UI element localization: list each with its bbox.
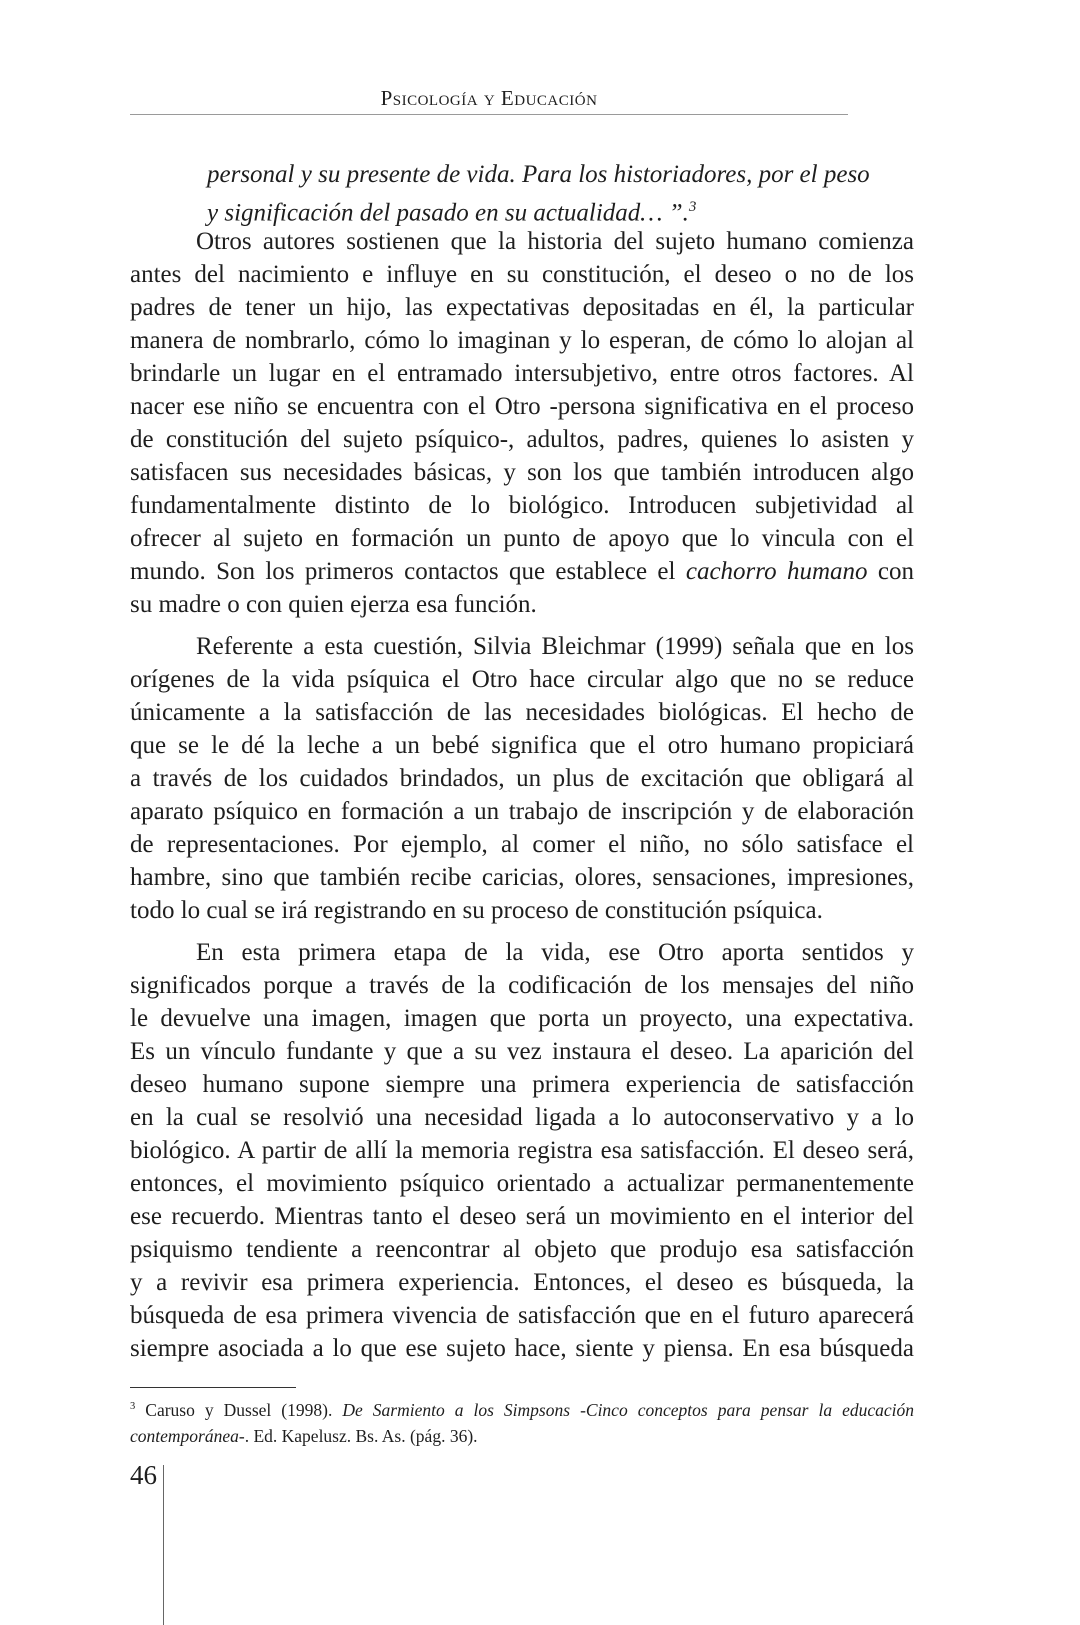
page-number: 46	[130, 1460, 157, 1490]
footnote	[130, 1394, 914, 1449]
text-run: entonces, el movimiento psíquico orientado a actualizar permanentemente	[130, 1170, 914, 1197]
text-line	[130, 663, 914, 696]
text-run: manera de nombrarlo, cómo lo imaginan y lo esperan, de cómo lo alojan al	[130, 327, 914, 354]
text-line	[130, 1266, 914, 1299]
text-run: En esta primera etapa de la vida, ese Otro aporta sentidos y	[196, 939, 914, 966]
text-run: aparato psíquico en formación a un trabajo de inscripción y de elaboración	[130, 798, 914, 825]
text-line	[130, 861, 914, 894]
italic-text: De Sarmiento a los Simpsons -Cinco conceptos para pensar la educación	[342, 1399, 914, 1420]
text-line	[130, 489, 914, 522]
text-run: y significación del pasado en su actualidad… ”.	[207, 199, 689, 227]
quote-line	[207, 191, 847, 227]
paragraph	[130, 936, 914, 1365]
text-line	[130, 291, 914, 324]
text-run: biológico. A partir de allí la memoria registra esa satisfacción. El deseo será,	[130, 1137, 914, 1164]
text-run: con	[867, 558, 914, 585]
text-line	[130, 762, 914, 795]
text-line	[130, 1332, 914, 1365]
italic-text: contemporánea-	[130, 1425, 245, 1446]
text-run: Referente a esta cuestión, Silvia Bleichmar (1999) señala que en los	[196, 633, 914, 660]
text-run: ofrecer al sujeto en formación un punto de apoyo que lo vincula con el	[130, 525, 914, 552]
text-line	[130, 390, 914, 423]
text-run: Caruso y Dussel (1998).	[135, 1399, 343, 1420]
footnote-marker: 3	[130, 1401, 136, 1412]
text-line	[130, 1200, 914, 1233]
text-line	[130, 357, 914, 390]
text-line	[130, 1035, 914, 1068]
text-run: búsqueda de esa primera vivencia de satisfacción que en el futuro aparecerá	[130, 1302, 914, 1329]
paragraph	[130, 225, 914, 621]
block-quote	[207, 158, 870, 227]
text-line	[130, 696, 914, 729]
text-line	[130, 936, 914, 969]
running-header: Psicología y Educación	[380, 86, 598, 110]
text-line	[130, 795, 914, 828]
text-line	[130, 729, 914, 762]
text-line	[130, 1299, 914, 1332]
quote-line	[207, 158, 870, 191]
text-run: Es un vínculo fundante y que a su vez instaura el deseo. La aparición del	[130, 1038, 914, 1065]
text-run: le devuelve una imagen, imagen que porta un proyecto, una expectativa.	[130, 1005, 914, 1032]
text-line	[130, 1101, 914, 1134]
header-rule	[130, 114, 848, 115]
text-line	[130, 324, 914, 357]
text-run: y a revivir esa primera experiencia. Entonces, el deseo es búsqueda, la	[130, 1269, 914, 1296]
text-run: mundo. Son los primeros contactos que establece el	[130, 558, 686, 585]
text-run: que se le dé la leche a un bebé significa que el otro humano propiciará	[130, 732, 914, 759]
text-run: personal y su presente de vida. Para los historiadores, por el peso	[207, 161, 870, 188]
text-run: fundamentalmente distinto de lo biológico. Introducen subjetividad al	[130, 492, 914, 519]
text-run: siempre asociada a lo que ese sujeto hace, siente y piensa. En esa búsqueda	[130, 1335, 914, 1362]
text-line	[130, 522, 914, 555]
footnote-marker: 3	[688, 199, 697, 215]
text-line	[130, 258, 914, 291]
text-line	[130, 555, 914, 588]
footnote-line	[130, 1423, 914, 1449]
text-line	[130, 456, 914, 489]
text-run: padres de tener un hijo, las expectativas depositadas en él, la particular	[130, 294, 914, 321]
text-run: de constitución del sujeto psíquico-, adultos, padres, quienes lo asisten y	[130, 426, 914, 453]
text-line	[130, 828, 914, 861]
text-line	[130, 1233, 914, 1266]
text-run: únicamente a la satisfacción de las necesidades biológicas. El hecho de	[130, 699, 914, 726]
text-run: su madre o con quien ejerza esa función.	[130, 591, 537, 618]
footnote-line	[130, 1394, 914, 1423]
text-line	[130, 969, 914, 1002]
body-text	[130, 225, 914, 1374]
text-run: orígenes de la vida psíquica el Otro hace circular algo que no se reduce	[130, 666, 914, 693]
text-run: hambre, sino que también recibe caricias, olores, sensaciones, impresiones,	[130, 864, 914, 891]
text-line	[130, 225, 914, 258]
text-run: significados porque a través de la codificación de los mensajes del niño	[130, 972, 914, 999]
text-run: psiquismo tendiente a reencontrar al objeto que produjo esa satisfacción	[130, 1236, 914, 1263]
text-line	[130, 630, 914, 663]
paragraph	[130, 630, 914, 927]
text-run: deseo humano supone siempre una primera experiencia de satisfacción	[130, 1071, 914, 1098]
text-run: satisfacen sus necesidades básicas, y son los que también introducen algo	[130, 459, 914, 486]
text-run: . Ed. Kapelusz. Bs. As. (pág. 36).	[244, 1425, 478, 1446]
text-run: todo lo cual se irá registrando en su proceso de constitución psíquica.	[130, 897, 823, 924]
text-run: Otros autores sostienen que la historia del sujeto humano comienza	[196, 228, 914, 255]
text-line	[130, 894, 914, 927]
text-line	[130, 1134, 914, 1167]
italic-text: cachorro humano	[685, 558, 868, 585]
page-margin-rule	[163, 1465, 164, 1625]
text-run: de representaciones. Por ejemplo, al comer el niño, no sólo satisface el	[130, 831, 914, 858]
text-line	[130, 423, 914, 456]
footnote-rule	[130, 1387, 296, 1388]
text-line	[130, 1068, 914, 1101]
text-run: nacer ese niño se encuentra con el Otro -persona significativa en el proceso	[130, 393, 914, 420]
text-line	[130, 588, 914, 621]
text-line	[130, 1167, 914, 1200]
text-run: en la cual se resolvió una necesidad ligada a lo autoconservativo y a lo	[130, 1104, 914, 1131]
text-run: antes del nacimiento e influye en su constitución, el deseo o no de los	[130, 261, 914, 288]
text-run: brindarle un lugar en el entramado intersubjetivo, entre otros factores. Al	[130, 360, 914, 387]
text-run: ese recuerdo. Mientras tanto el deseo será un movimiento en el interior del	[130, 1203, 914, 1230]
text-run: a través de los cuidados brindados, un plus de excitación que obligará al	[130, 765, 914, 792]
text-line	[130, 1002, 914, 1035]
